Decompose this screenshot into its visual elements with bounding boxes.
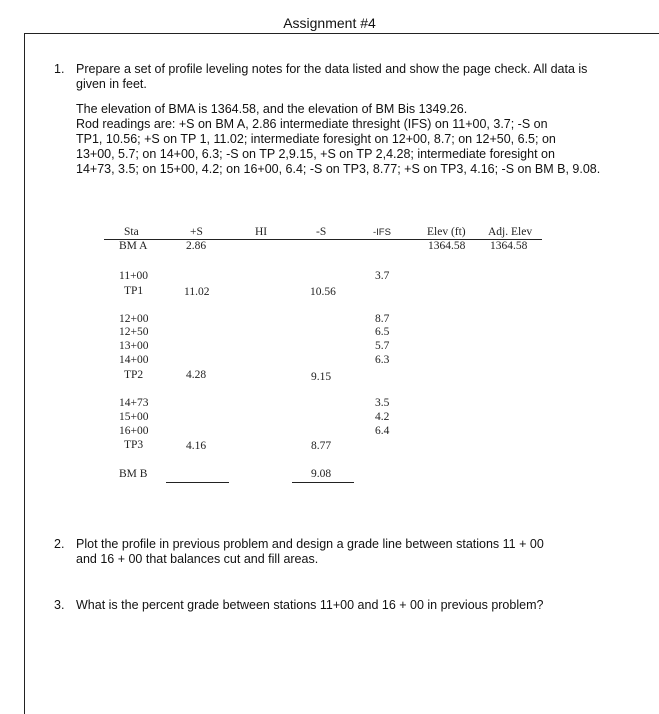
- row-ifs: 6.5: [375, 326, 390, 338]
- header-adj-elev: Adj. Elev: [488, 226, 533, 238]
- row-sta: 11+00: [119, 270, 149, 282]
- row-minus-s: 10.56: [310, 286, 336, 298]
- question-1-data: [76, 102, 659, 177]
- header-plus-s: +S: [190, 226, 203, 238]
- row-minus-s: 9.15: [311, 371, 332, 383]
- header-rule: [104, 239, 542, 240]
- row-sta: 15+00: [119, 411, 149, 423]
- data-text-line: The elevation of BMA is 1364.58, and the elevation of BM Bis 1349.26.: [76, 102, 468, 116]
- plus-s-total-line: [166, 482, 229, 483]
- row-ifs: 8.7: [375, 313, 390, 325]
- data-text-line: TP1, 10.56; +S on TP 1, 11.02; intermediate foresight on 12+00, 8.7; on 12+50, 6.5; on: [76, 132, 556, 146]
- assignment-title: Assignment #4: [283, 15, 376, 31]
- header-minus-s: -S: [316, 226, 327, 238]
- row-sta: 14+00: [119, 354, 149, 366]
- row-sta: BM A: [119, 240, 148, 252]
- row-ifs: 6.4: [375, 425, 390, 437]
- data-text-line: Rod readings are: +S on BM A, 2.86 intermediate thresight (IFS) on 11+00, 3.7; -S on: [76, 117, 548, 131]
- row-sta: 12+00: [119, 313, 149, 325]
- question-text-line: given in feet.: [76, 77, 147, 91]
- row-sta: 14+73: [119, 397, 149, 409]
- row-minus-s: 8.77: [311, 440, 332, 452]
- row-elev: 1364.58: [428, 240, 466, 252]
- row-ifs: 5.7: [375, 340, 390, 352]
- header-hi: HI: [255, 226, 268, 238]
- header-ifs: -IFS: [373, 227, 391, 238]
- question-1: [54, 62, 651, 92]
- row-sta: 13+00: [119, 340, 149, 352]
- question-text-line: Plot the profile in previous problem and design a grade line between stations 11 + 00: [76, 537, 544, 551]
- row-sta: TP1: [124, 285, 144, 297]
- question-text-line: What is the percent grade between stations 11+00 and 16 + 00 in previous problem?: [76, 598, 544, 612]
- row-ifs: 3.5: [375, 397, 390, 409]
- row-sta: TP2: [124, 369, 144, 381]
- row-ifs: 4.2: [375, 411, 390, 423]
- row-adj-elev: 1364.58: [490, 240, 528, 252]
- header-elev: Elev (ft): [427, 226, 466, 238]
- row-plus-s: 4.28: [186, 369, 207, 381]
- question-number: 2.: [54, 537, 65, 551]
- question-number: 3.: [54, 598, 65, 612]
- question-3: [54, 598, 636, 613]
- row-sta: 16+00: [119, 425, 149, 437]
- minus-s-total-line: [292, 482, 354, 483]
- question-number: 1.: [54, 62, 65, 76]
- data-text-line: 14+73, 3.5; on 15+00, 4.2; on 16+00, 6.4; -S on TP3, 8.77; +S on TP3, 4.16; -S on BM B, 9.08.: [76, 162, 601, 176]
- data-text-line: 13+00, 5.7; on 14+00, 6.3; -S on TP 2,9.15, +S on TP 2,4.28; intermediate foresight on: [76, 147, 555, 161]
- question-text-line: and 16 + 00 that balances cut and fill areas.: [76, 552, 319, 566]
- row-minus-s: 9.08: [311, 468, 332, 480]
- row-sta: TP3: [124, 439, 144, 451]
- header-sta: Sta: [124, 226, 139, 238]
- row-sta: BM B: [119, 468, 148, 480]
- question-text-line: Prepare a set of profile leveling notes for the data listed and show the page check. All data is: [76, 62, 588, 76]
- question-2: [54, 537, 636, 567]
- row-plus-s: 4.16: [186, 440, 207, 452]
- row-plus-s: 11.02: [184, 286, 210, 298]
- row-ifs: 3.7: [375, 270, 390, 282]
- row-ifs: 6.3: [375, 354, 390, 366]
- row-plus-s: 2.86: [186, 240, 207, 252]
- row-sta: 12+50: [119, 326, 149, 338]
